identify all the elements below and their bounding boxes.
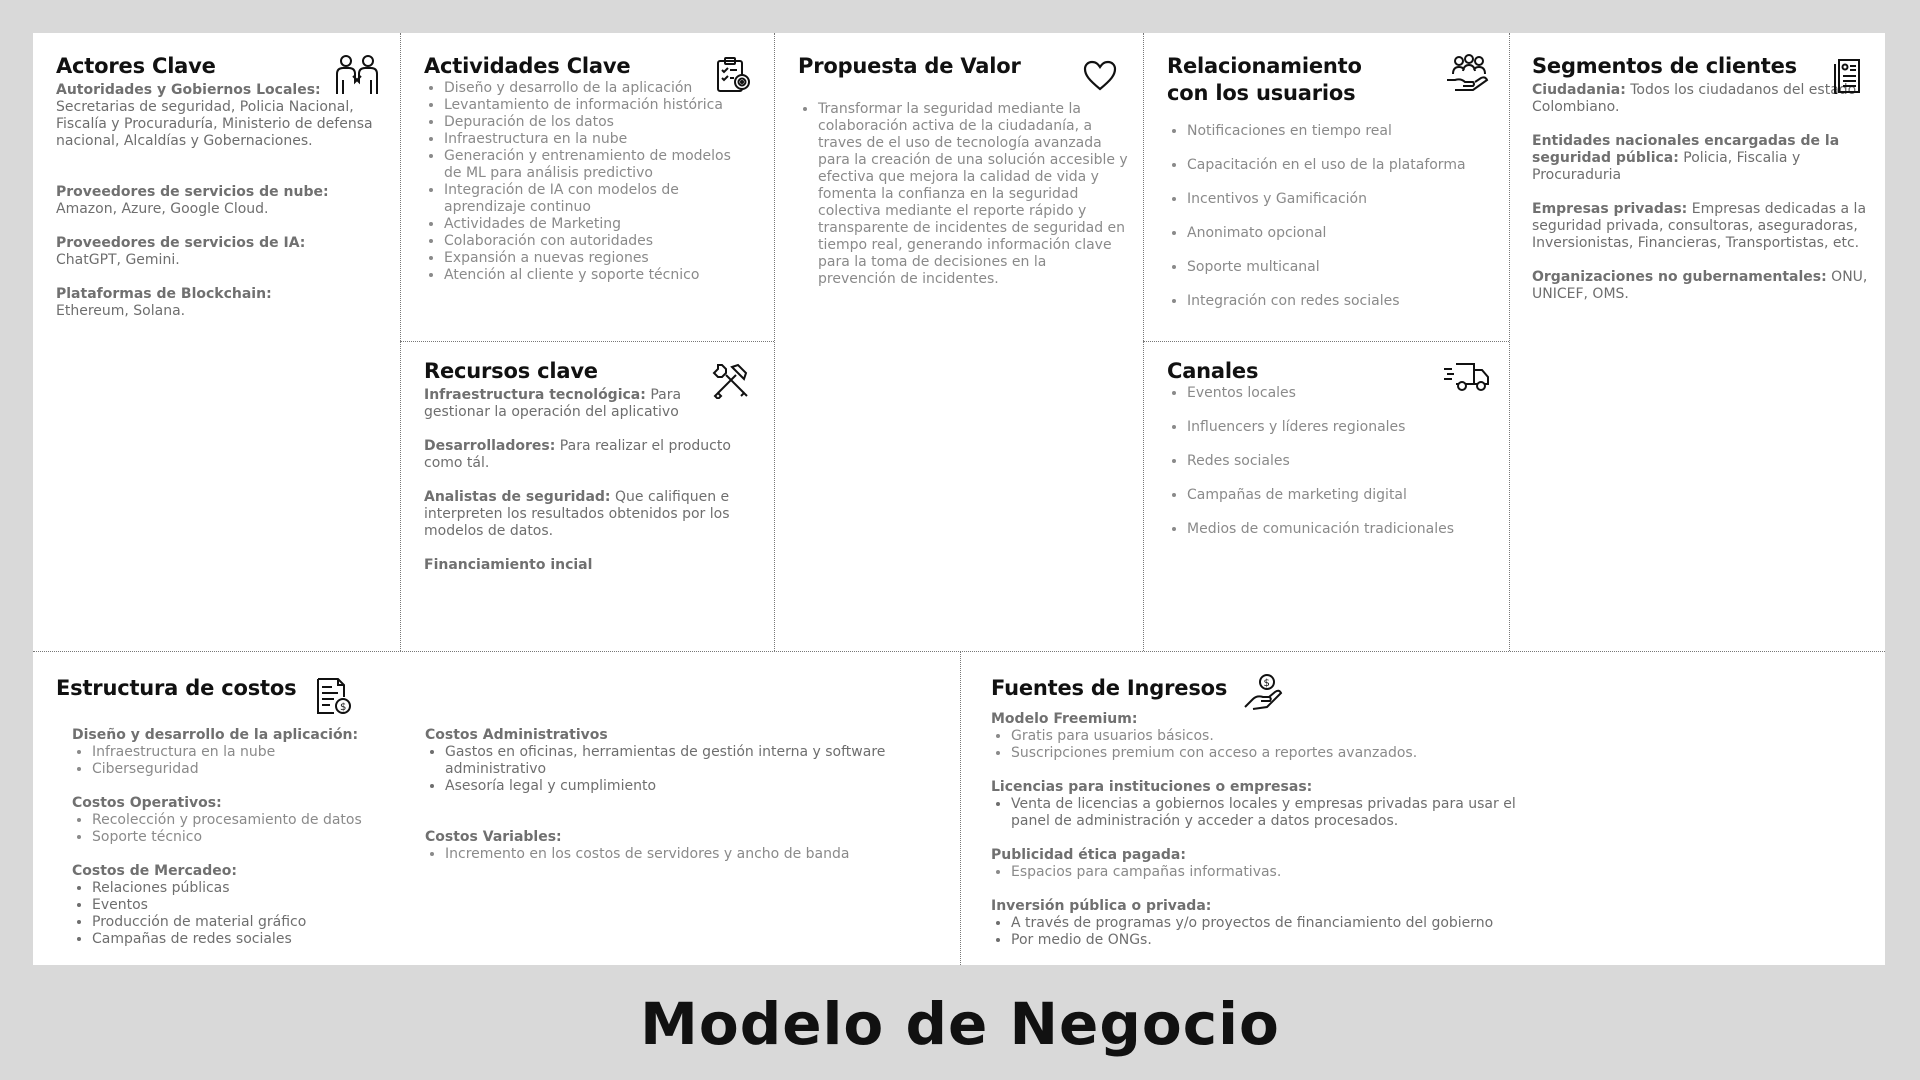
- list-item: • Colaboración con autoridades: [444, 233, 744, 250]
- section-title: Canales: [1167, 359, 1259, 383]
- group-heading: Licencias para instituciones o empresas:: [991, 779, 1313, 795]
- section-title: Estructura de costos: [56, 676, 297, 700]
- list-item: Empresas privadas: Empresas dedicadas a la seguridad privada, consultoras, aseguradoras, Inversionistas, Financieras, Transportistas, etc.: [1532, 201, 1867, 251]
- list-item: • Incremento en los costos de servidores y ancho de banda: [445, 846, 955, 863]
- list-item: • Diseño y desarrollo de la aplicación: [444, 80, 744, 97]
- group-list: [991, 915, 1551, 949]
- list-item: • Transformar la seguridad mediante la colaboración activa de la ciudadanía, a traves de el uso de tecnología avanzada para la creación de una solución accesible y efectiva que mejora la calidad de vida y fomenta la confianza en la seguridad colectiva mediante el reporte rápido y transparente de incidentes de seguridad en tiempo real, generando información clave para la toma de decisiones en la prevención de incidentes.: [818, 101, 1128, 288]
- section-title: Recursos clave: [424, 359, 598, 383]
- list-item: • Expansión a nuevas regiones: [444, 250, 744, 267]
- cost-group: [991, 779, 1551, 830]
- divider: [1143, 341, 1509, 342]
- estructura-costos-section: [56, 675, 356, 702]
- list-item: • Espacios para campañas informativas.: [1011, 864, 1551, 881]
- list-item: • Suscripciones premium con acceso a reportes avanzados.: [1011, 745, 1551, 762]
- list-item: • Campañas de marketing digital: [1187, 487, 1497, 504]
- group-heading: Publicidad ética pagada:: [991, 847, 1186, 863]
- list-item: • Gastos en oficinas, herramientas de gestión interna y software administrativo: [445, 744, 955, 778]
- group-list: [72, 744, 402, 778]
- divider: [960, 651, 961, 965]
- list-item: Analistas de seguridad: Que califiquen e interpreten los resultados obtenidos por los modelos de datos.: [424, 489, 730, 539]
- list-item: Ciudadania: Todos los ciudadanos del estado Colombiano.: [1532, 82, 1857, 115]
- invoice-money-icon: [314, 677, 352, 715]
- ingresos-list: [991, 711, 1551, 966]
- section-title: Fuentes de Ingresos: [991, 676, 1228, 700]
- cost-group: [72, 795, 402, 846]
- list-item: • Integración de IA con modelos de aprendizaje continuo: [444, 182, 744, 216]
- list-item: Proveedores de servicios de nube: Amazon, Azure, Google Cloud.: [56, 184, 329, 217]
- group-heading: Costos Administrativos: [425, 727, 608, 743]
- list-item: • Redes sociales: [1187, 453, 1497, 470]
- list-item: • Infraestructura en la nube: [444, 131, 744, 148]
- propuesta-valor-section: [798, 53, 1128, 288]
- tools-icon: [712, 361, 750, 399]
- hand-coin-icon: [1243, 671, 1283, 711]
- group-list: [991, 864, 1551, 881]
- delivery-truck-icon: [1442, 360, 1490, 392]
- group-list: [72, 880, 402, 948]
- list-item: Entidades nacionales encargadas de la seguridad pública: Policia, Fiscalia y Procuraduria: [1532, 133, 1840, 183]
- list-item: Desarrolladores: Para realizar el producto como tál.: [424, 438, 731, 471]
- cost-group: [72, 727, 402, 778]
- list-item: • Ciberseguridad: [92, 761, 402, 778]
- divider: [774, 33, 775, 651]
- segmentos-section: [1532, 53, 1872, 320]
- list-item: • Generación y entrenamiento de modelos de ML para análisis predictivo: [444, 148, 744, 182]
- list-item: • Soporte técnico: [92, 829, 402, 846]
- list-item: • Asesoría legal y cumplimiento: [445, 778, 955, 795]
- divider: [400, 33, 401, 651]
- list-item: • Integración con redes sociales: [1187, 293, 1497, 310]
- actividades-list: [424, 80, 744, 284]
- cost-group: [991, 711, 1551, 762]
- cost-group: [72, 863, 402, 948]
- list-item: • Medios de comunicación tradicionales: [1187, 521, 1497, 538]
- list-item: • Producción de material gráfico: [92, 914, 402, 931]
- list-item: Organizaciones no gubernamentales: ONU, UNICEF, OMS.: [1532, 269, 1868, 302]
- svg-text:$: $: [340, 702, 347, 713]
- actores-list: [56, 82, 386, 320]
- list-item: • Atención al cliente y soporte técnico: [444, 267, 744, 284]
- group-list: [991, 796, 1551, 830]
- document-list-icon: [1833, 56, 1865, 94]
- group-heading: Costos de Mercadeo:: [72, 863, 237, 879]
- list-item: • Actividades de Marketing: [444, 216, 744, 233]
- community-hand-icon: [1445, 54, 1489, 94]
- group-list: [72, 812, 402, 846]
- canales-list: [1167, 385, 1497, 538]
- list-item: • Capacitación en el uso de la plataforma: [1187, 157, 1497, 174]
- list-item: • A través de programas y/o proyectos de financiamiento del gobierno: [1011, 915, 1551, 932]
- checklist-target-icon: [715, 57, 751, 93]
- list-item: • Notificaciones en tiempo real: [1187, 123, 1497, 140]
- group-list: [425, 846, 955, 863]
- list-item: • Eventos locales: [1187, 385, 1497, 402]
- segmentos-list: [1532, 82, 1872, 303]
- list-item: • Recolección y procesamiento de datos: [92, 812, 402, 829]
- divider: [400, 341, 774, 342]
- list-item: • Venta de licencias a gobiernos locales y empresas privadas para usar el panel de administración y acceder a datos procesados.: [1011, 796, 1551, 830]
- propuesta-list: [798, 101, 1128, 288]
- costos-column-1: [72, 727, 402, 965]
- list-item: • Soporte multicanal: [1187, 259, 1497, 276]
- cost-group: [991, 898, 1551, 949]
- recursos-clave-section: [424, 358, 744, 591]
- partners-icon: [333, 54, 381, 96]
- relacionamiento-list-wrap: [1167, 123, 1497, 327]
- group-list: [991, 728, 1551, 762]
- divider: [1509, 33, 1510, 651]
- section-title: Actividades Clave: [424, 54, 631, 78]
- group-heading: Diseño y desarrollo de la aplicación:: [72, 727, 359, 743]
- list-item: Financiamiento incial: [424, 557, 593, 573]
- list-item: • Por medio de ONGs.: [1011, 932, 1551, 949]
- list-item: • Infraestructura en la nube: [92, 744, 402, 761]
- divider: [1143, 33, 1144, 651]
- costos-column-2: [425, 727, 955, 880]
- section-title: Segmentos de clientes: [1532, 54, 1797, 78]
- group-heading: Modelo Freemium:: [991, 711, 1138, 727]
- list-item: • Depuración de los datos: [444, 114, 744, 131]
- list-item: • Campañas de redes sociales: [92, 931, 402, 948]
- section-title: Propuesta de Valor: [798, 54, 1021, 78]
- list-item: Proveedores de servicios de IA: ChatGPT, Gemini.: [56, 235, 306, 268]
- group-heading: Costos Variables:: [425, 829, 562, 845]
- actividades-clave-section: [424, 53, 744, 284]
- recursos-list: [424, 387, 744, 574]
- section-title: Actores Clave: [56, 54, 216, 78]
- list-item: • Incentivos y Gamificación: [1187, 191, 1497, 208]
- group-heading: Inversión pública o privada:: [991, 898, 1212, 914]
- cost-group: [425, 829, 955, 863]
- page-title: Modelo de Negocio: [640, 990, 1280, 1058]
- group-heading: Costos Operativos:: [72, 795, 222, 811]
- list-item: • Influencers y líderes regionales: [1187, 419, 1497, 436]
- list-item: Plataformas de Blockchain: Ethereum, Solana.: [56, 286, 272, 319]
- cost-group: [991, 847, 1551, 881]
- heart-icon: [1083, 60, 1117, 92]
- list-item: • Levantamiento de información histórica: [444, 97, 744, 114]
- divider: [33, 651, 1885, 652]
- cost-group: [425, 727, 955, 795]
- relacionamiento-section: [1167, 53, 1397, 107]
- relacionamiento-list: [1167, 123, 1497, 310]
- list-item: Infraestructura tecnológica: Para gestionar la operación del aplicativo: [424, 387, 682, 420]
- list-item: • Relaciones públicas: [92, 880, 402, 897]
- section-title: Relacionamiento con los usuarios: [1167, 54, 1362, 105]
- group-list: [425, 744, 955, 795]
- list-item: • Gratis para usuarios básicos.: [1011, 728, 1551, 745]
- list-item: Autoridades y Gobiernos Locales: Secretarias de seguridad, Policia Nacional, Fiscalía y Procuraduría, Ministerio de defensa nacional, Alcaldías y Gobernaciones.: [56, 82, 373, 149]
- business-model-canvas: [33, 33, 1885, 965]
- list-item: • Anonimato opcional: [1187, 225, 1497, 242]
- list-item: • Eventos: [92, 897, 402, 914]
- svg-text:$: $: [1263, 678, 1270, 689]
